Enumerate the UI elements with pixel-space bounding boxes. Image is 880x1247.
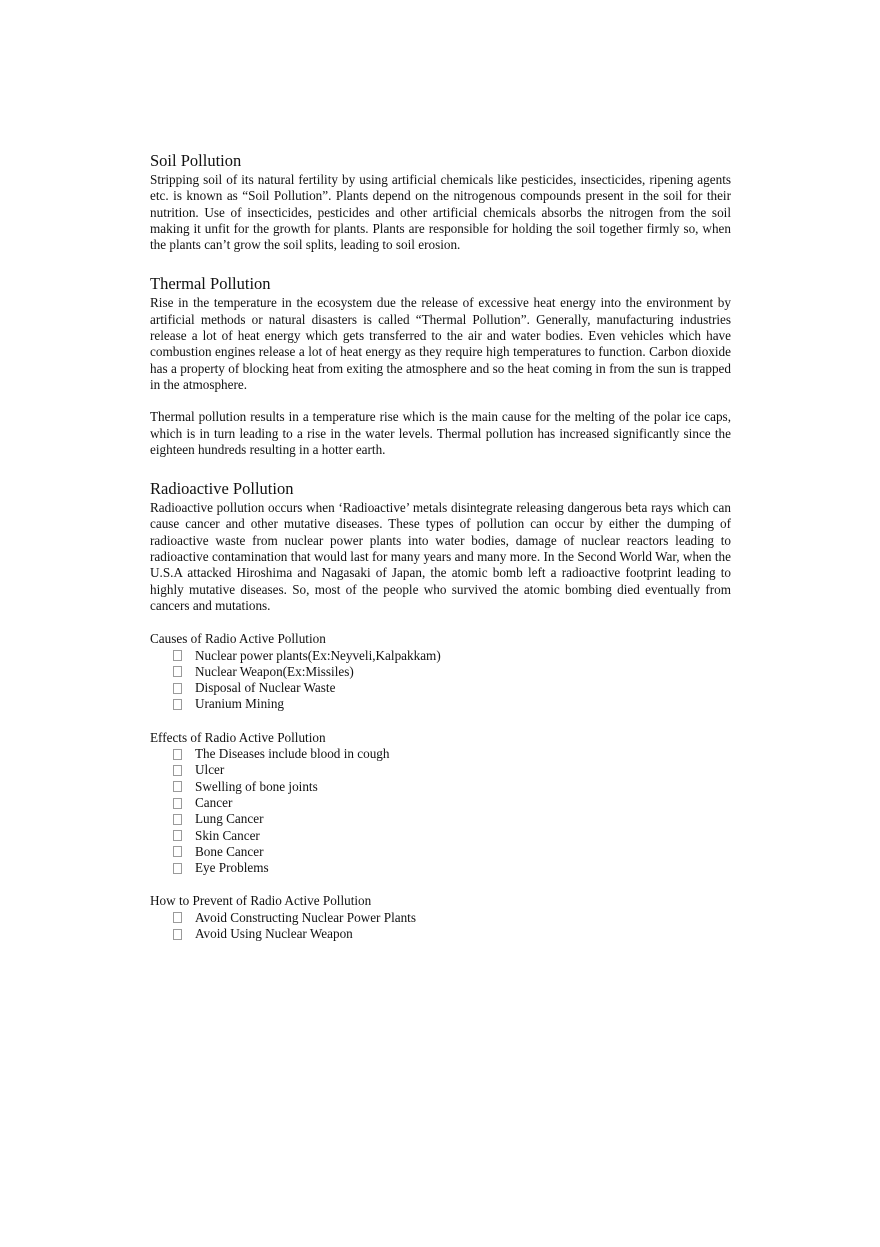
list-item-text: Disposal of Nuclear Waste: [195, 680, 336, 696]
empty-box-icon: [173, 814, 182, 825]
section-soil-pollution: [150, 150, 731, 253]
list-item-text: Lung Cancer: [195, 811, 264, 827]
list-item: [173, 926, 731, 942]
list-heading: Causes of Radio Active Pollution: [150, 631, 326, 647]
paragraph: Rise in the temperature in the ecosystem due the release of excessive heat energy into the environment by artificial methods or natural disasters is called “Thermal Pollution”. Generally, manufacturing industries release a lot of heat energy which gets transferred to the air and water bodies. Even vehicles which have combustion engines release a lot of heat energy as they require high temperatures to function. Carbon dioxide has a property of blocking heat from exiting the atmosphere and so the heat coming in from the sun is trapped in the atmosphere.: [150, 295, 731, 392]
section-thermal-pollution: [150, 273, 731, 458]
list-item: [173, 746, 731, 762]
bullet-list: [150, 910, 731, 943]
empty-box-icon: [173, 863, 182, 874]
list-prevention: [150, 893, 731, 942]
list-item: [173, 762, 731, 778]
list-effects: [150, 730, 731, 877]
empty-box-icon: [173, 929, 182, 940]
section-title: Thermal Pollution: [150, 274, 271, 294]
list-item-text: Skin Cancer: [195, 827, 260, 843]
empty-box-icon: [173, 912, 182, 923]
bullet-list: [150, 648, 731, 713]
section-title: Radioactive Pollution: [150, 479, 294, 499]
list-causes: [150, 631, 731, 712]
list-item-text: Nuclear power plants(Ex:Neyveli,Kalpakkam): [195, 647, 441, 663]
empty-box-icon: [173, 846, 182, 857]
list-item-text: Ulcer: [195, 762, 225, 778]
list-item-text: Eye Problems: [195, 860, 269, 876]
section-radioactive-pollution: [150, 478, 731, 614]
list-item-text: Avoid Using Nuclear Weapon: [195, 925, 353, 941]
list-item-text: Uranium Mining: [195, 696, 285, 712]
list-item-text: Cancer: [195, 794, 233, 810]
empty-box-icon: [173, 683, 182, 694]
list-item: [173, 696, 731, 712]
empty-box-icon: [173, 666, 182, 677]
paragraph: Stripping soil of its natural fertility by using artificial chemicals like pesticides, insecticides, ripening agents etc. is known as “Soil Pollution”. Plants depend on the nitrogenous compounds present in the soil for their nutrition. Use of insecticides, pesticides and other artificial chemicals absorbs the nitrogen from the soil making it unfit for the growth for plants. Plants are responsible for holding the soil together firmly so, when the plants can’t grow the soil splits, leading to soil erosion.: [150, 172, 731, 253]
list-item: [173, 648, 731, 664]
list-item: [173, 779, 731, 795]
list-item-text: Swelling of bone joints: [195, 778, 318, 794]
section-title: Soil Pollution: [150, 151, 242, 170]
list-item: [173, 680, 731, 696]
list-item: [173, 910, 731, 926]
list-item: [173, 860, 731, 876]
empty-box-icon: [173, 830, 182, 841]
list-item: [173, 664, 731, 680]
empty-box-icon: [173, 650, 182, 661]
list-item-text: Bone Cancer: [195, 843, 264, 859]
list-item: [173, 844, 731, 860]
empty-box-icon: [173, 765, 182, 776]
list-item-text: The Diseases include blood in cough: [195, 746, 390, 762]
paragraph: Thermal pollution results in a temperature rise which is the main cause for the melting of the polar ice caps, which is in turn leading to a rise in the water levels. Thermal pollution has increased significantly since the eighteen hundreds resulting in a hotter earth.: [150, 409, 731, 457]
empty-box-icon: [173, 749, 182, 760]
list-item: [173, 828, 731, 844]
empty-box-icon: [173, 699, 182, 710]
list-heading: How to Prevent of Radio Active Pollution: [150, 893, 372, 909]
list-item-text: Nuclear Weapon(Ex:Missiles): [195, 663, 354, 679]
list-heading: Effects of Radio Active Pollution: [150, 729, 326, 745]
list-item-text: Avoid Constructing Nuclear Power Plants: [195, 909, 416, 925]
empty-box-icon: [173, 798, 182, 809]
empty-box-icon: [173, 781, 182, 792]
document-page: [150, 150, 731, 942]
paragraph: Radioactive pollution occurs when ‘Radioactive’ metals disintegrate releasing dangerous beta rays which can cause cancer and other mutative diseases. These types of pollution can occur by either the dumping of radioactive waste from nuclear power plants into water bodies, damage of nuclear reactors leading to radioactive contamination that would last for many years and many more. In the Second World War, when the U.S.A attacked Hiroshima and Nagasaki of Japan, the atomic bomb left a radioactive footprint leading to highly mutative diseases. So, most of the people who survived the atomic bombing died eventually from cancers and mutations.: [150, 500, 731, 613]
list-item: [173, 795, 731, 811]
bullet-list: [150, 746, 731, 876]
list-item: [173, 811, 731, 827]
